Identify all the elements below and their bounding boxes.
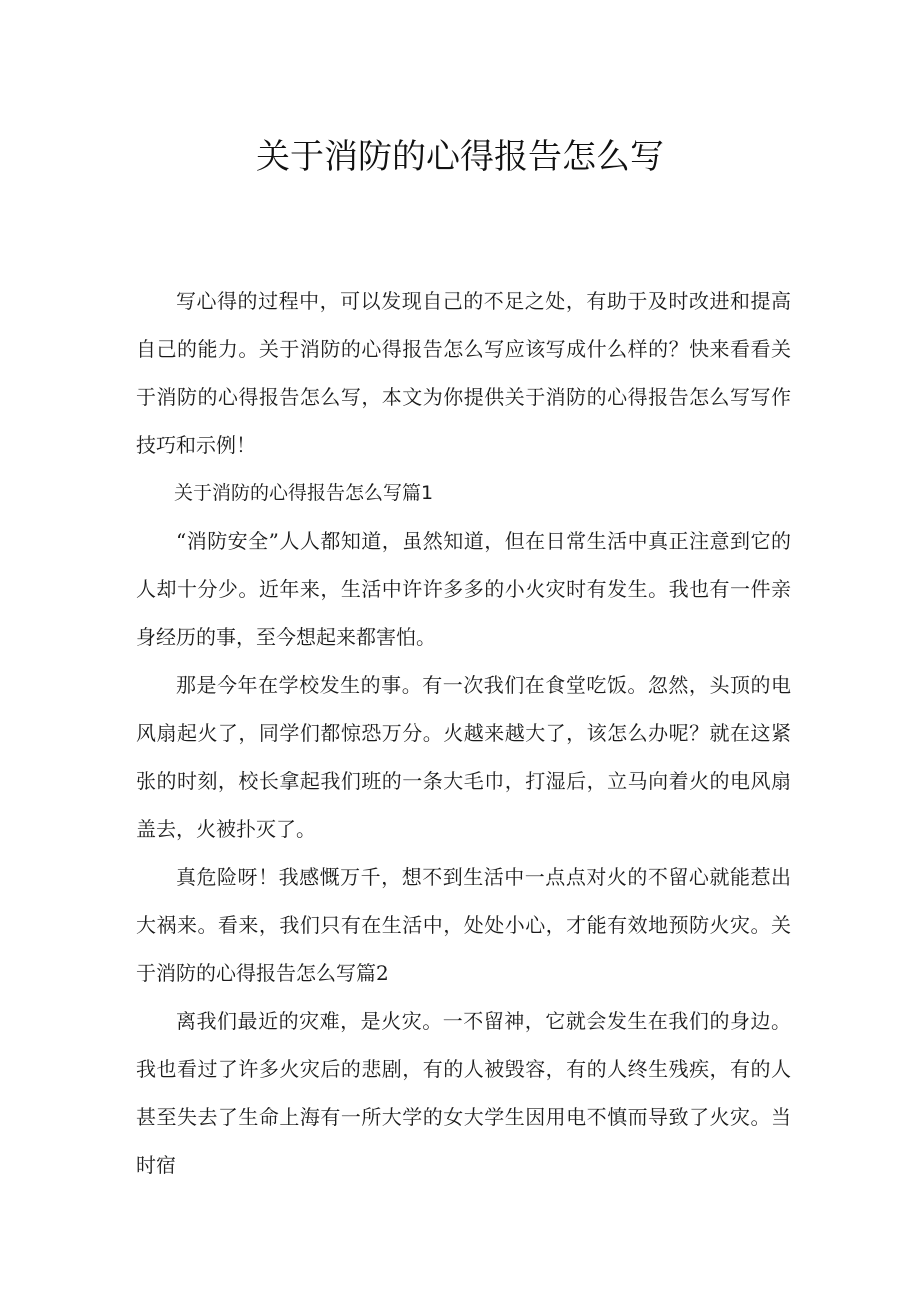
body-paragraph: 那是今年在学校发生的事。有一次我们在食堂吃饭。忽然，头顶的电风扇起火了，同学们都惊恐万分。火越来越大了，该怎么办呢？就在这紧张的时刻，校长拿起我们班的一条大毛巾，打湿后，立马向着火的电风扇盖去，火被扑灭了。 (136, 673, 791, 841)
document-body (136, 277, 791, 1189)
body-paragraph: “消防安全”人人都知道，虽然知道，但在日常生活中真正注意到它的人却十分少。近年来，生活中许许多多的小火灾时有发生。我也有一件亲身经历的事，至今想起来都害怕。 (136, 529, 791, 649)
intro-paragraph: 写心得的过程中，可以发现自己的不足之处，有助于及时改进和提高自己的能力。关于消防的心得报告怎么写应该写成什么样的？快来看看关于消防的心得报告怎么写，本文为你提供关于消防的心得报告怎么写写作技巧和示例！ (136, 289, 791, 457)
body-paragraph: 离我们最近的灾难，是火灾。一不留神，它就会发生在我们的身边。我也看过了许多火灾后的悲剧，有的人被毁容，有的人终生残疾，有的人甚至失去了生命上海有一所大学的女大学生因用电不慎而导致了火灾。当时宿 (136, 1009, 791, 1177)
section-heading-1: 关于消防的心得报告怎么写篇1 (174, 482, 434, 504)
body-paragraph: 真危险呀！我感慨万千，想不到生活中一点点对火的不留心就能惹出大祸来。看来，我们只有在生活中，处处小心，才能有效地预防火灾。关于消防的心得报告怎么写篇2 (136, 865, 791, 985)
document-title: 关于消防的心得报告怎么写 (256, 137, 664, 177)
